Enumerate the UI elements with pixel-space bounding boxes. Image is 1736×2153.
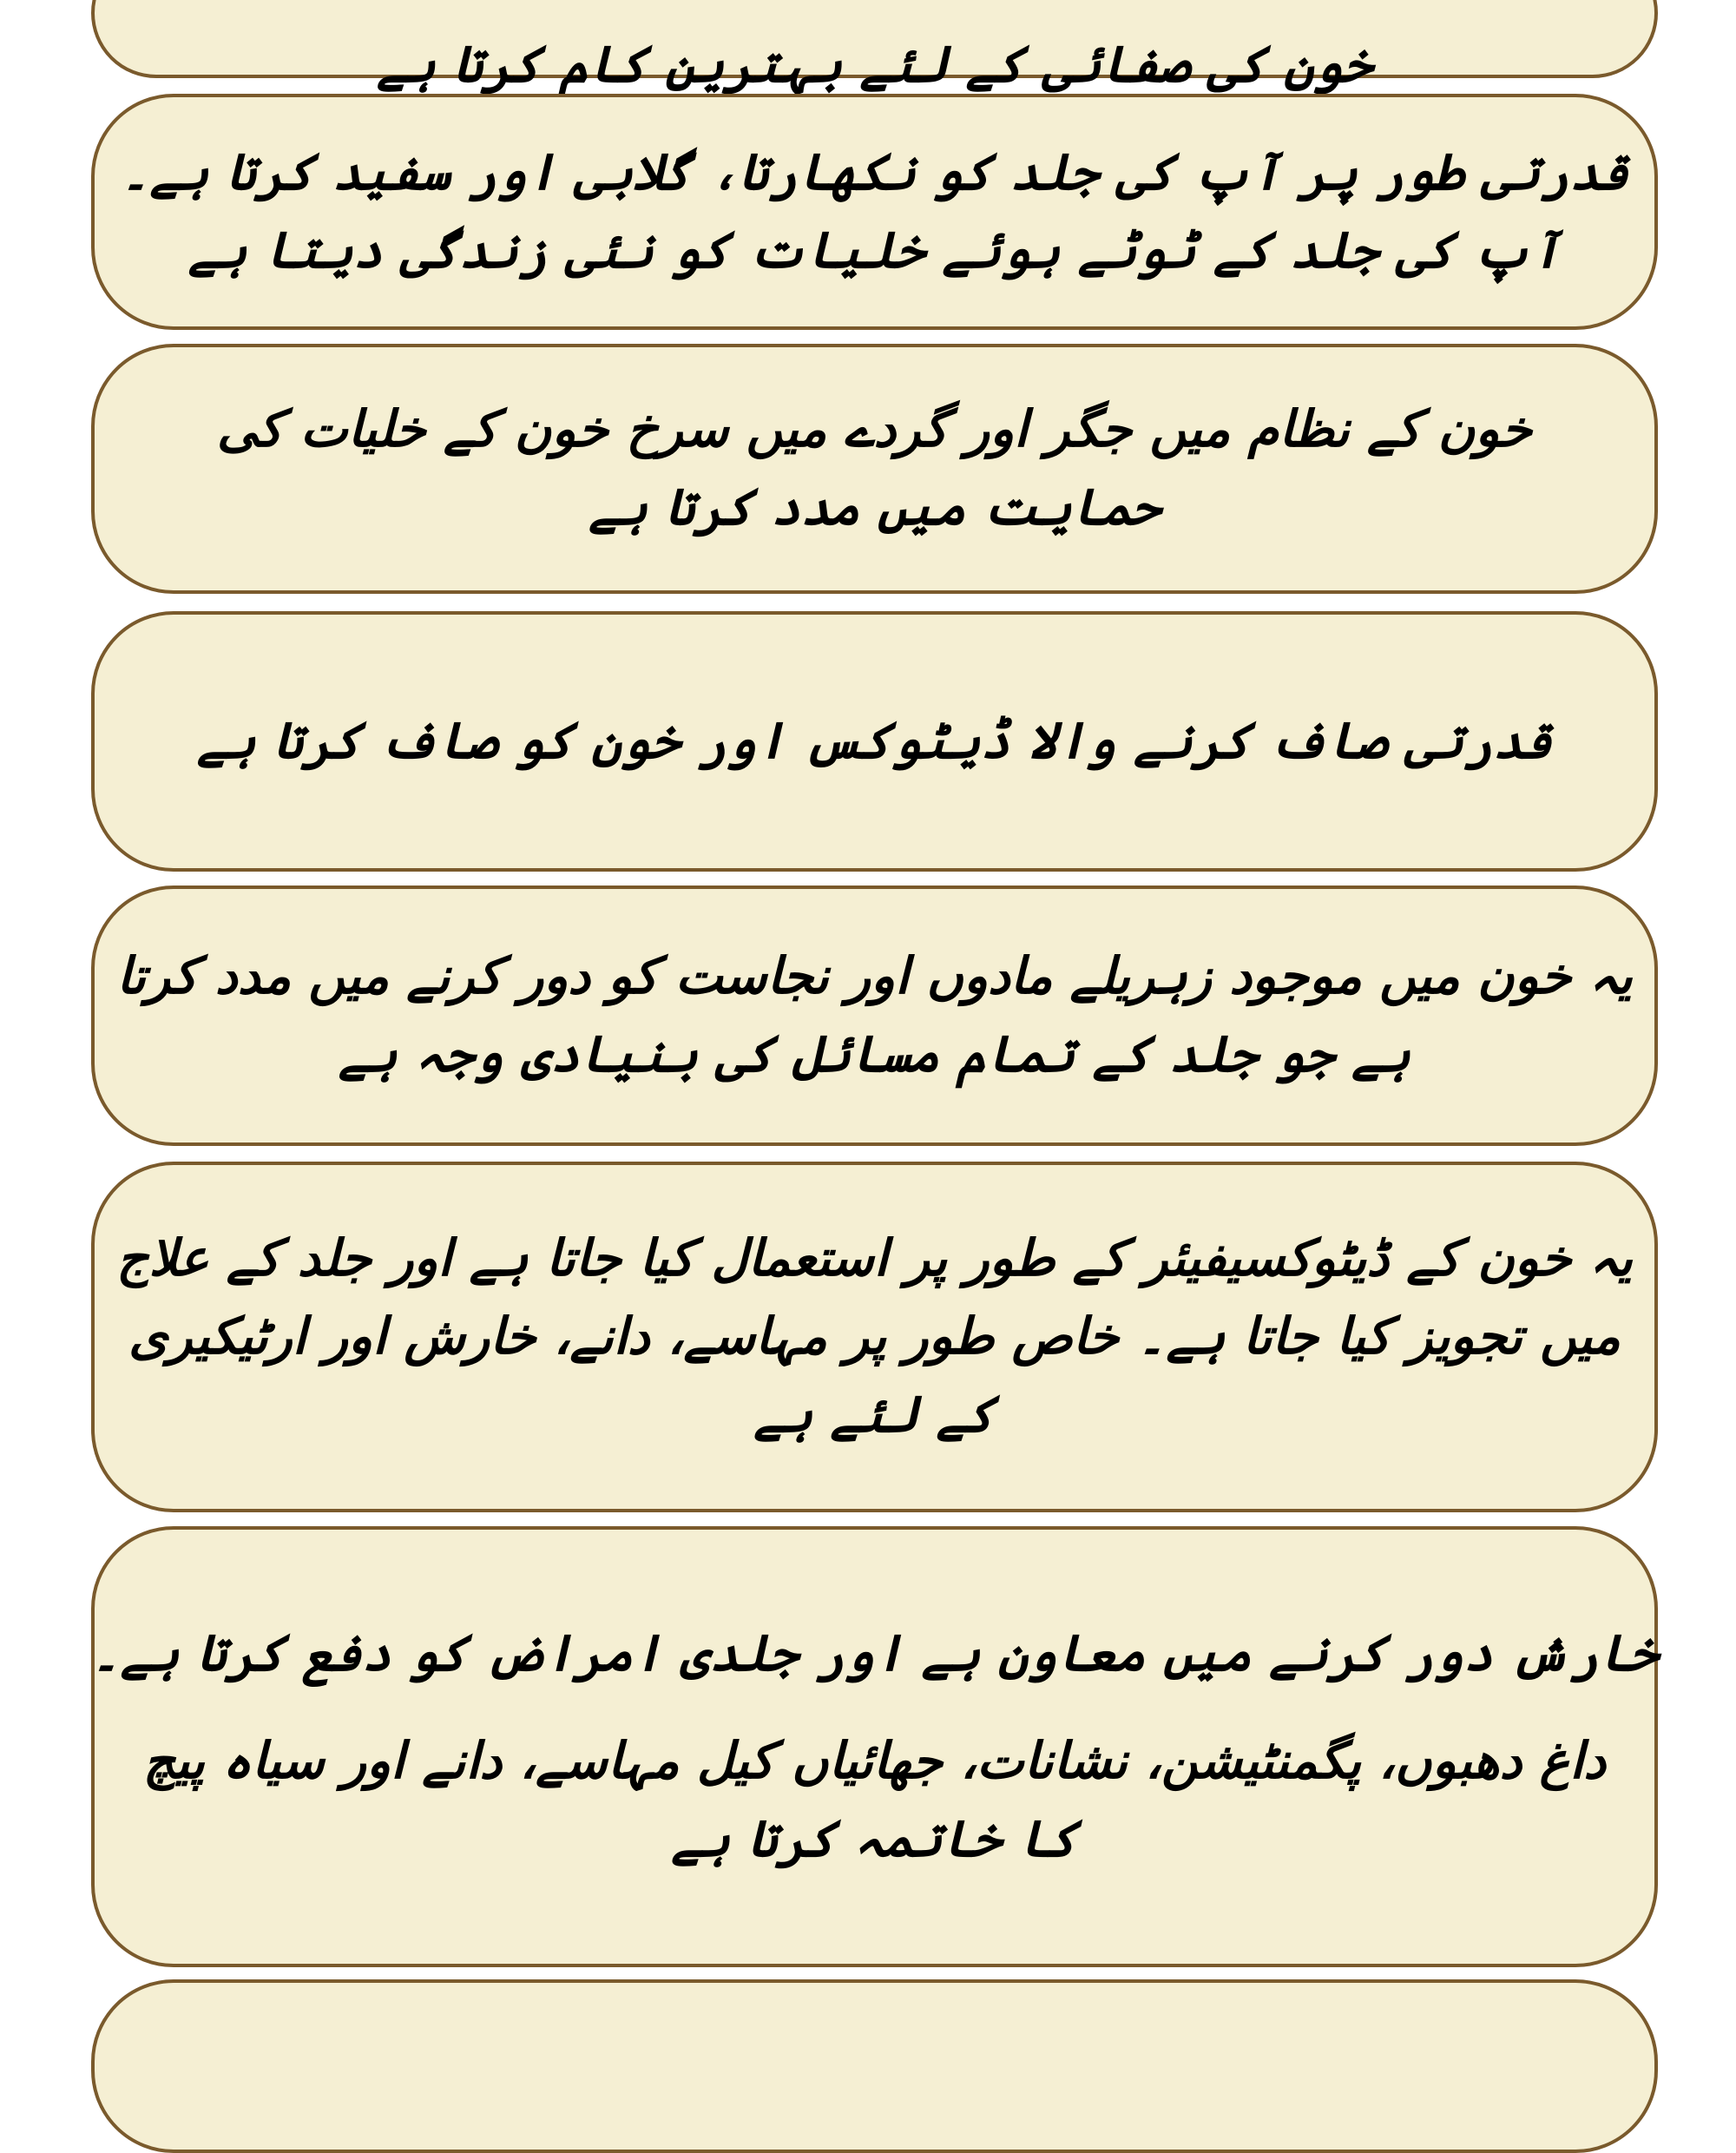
card-5-line-1: یہ خون میں موجود زہریلے مادوں اور نجاست کو دور کرنے میں مدد کرتا: [116, 946, 1633, 1006]
card-6-line-3: کے لئے ہے: [753, 1384, 996, 1444]
card-7-line-3: کا خاتمہ کرتا ہے: [671, 1808, 1078, 1868]
card-3-line-2: حمایت میں مدد کرتا ہے: [589, 477, 1161, 537]
card-1-line-1: خون کی صفائی کے لئے بہترین کام کرتا ہے: [376, 35, 1373, 95]
card-4-line-1: قدرتی صاف کرنے والا ڈیٹوکس اور خون کو صاف کرتا ہے: [196, 711, 1553, 771]
card-5-line-2: ہے جو جلد کے تمام مسائل کی بنیادی وجہ ہے: [338, 1024, 1411, 1083]
benefit-card-2: [91, 94, 1658, 330]
card-7-line-1: خارش دور کرنے میں معاون ہے اور جلدی امراض کو دفع کرتا ہے۔: [90, 1623, 1659, 1683]
card-6-line-2: میں تجویز کیا جاتا ہے۔ خاص طور پر مہاسے، دانے، خارش اور ارٹیکیری: [128, 1307, 1621, 1366]
benefit-card-7: [91, 1526, 1658, 1967]
benefit-card-1: [91, 0, 1658, 95]
card-7-line-2: داغ دھبوں، پگمنٹیشن، نشانات، جھائیاں کیل مہاسے، دانے اور سیاہ پیچ: [142, 1731, 1607, 1791]
benefit-card-3: [91, 344, 1658, 594]
benefit-card-8-partial: [91, 1979, 1658, 2153]
card-3-line-1: خون کے نظام میں جگر اور گردے میں سرخ خون کے خلیات کی: [216, 399, 1533, 459]
benefit-card-4: [91, 611, 1658, 872]
card-6-line-1: یہ خون کے ڈیٹوکسیفیئر کے طور پر استعمال کیا جاتا ہے اور جلد کے علاج: [116, 1228, 1633, 1288]
benefit-card-6: [91, 1162, 1658, 1512]
card-2-line-2: آپ کی جلد کے ٹوٹے ہوئے خلیات کو نئی زندگی دیتا ہے: [187, 221, 1562, 280]
benefit-card-5: [91, 886, 1658, 1146]
card-2-line-1: قدرتی طور پر آپ کی جلد کو نکھارتا، گلابی اور سفید کرتا ہے۔: [120, 142, 1629, 202]
